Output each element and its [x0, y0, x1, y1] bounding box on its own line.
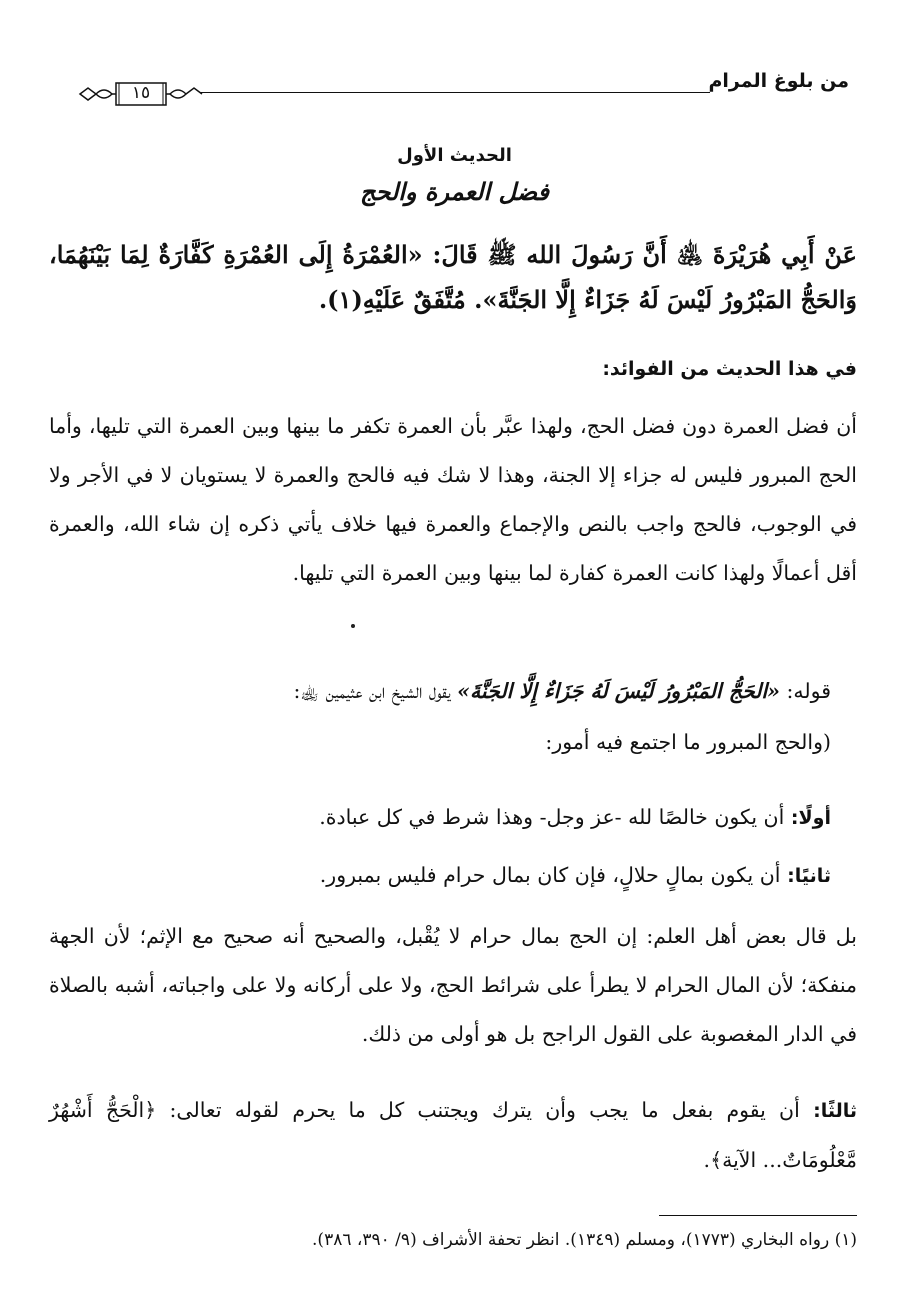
benefits-heading: في هذا الحديث من الفوائد:: [602, 358, 857, 380]
condition-second-text: أن يكون بمالٍ حلالٍ، فإن كان بمال حرام فليس بمبرور.: [319, 863, 781, 887]
print-speck: [351, 624, 355, 628]
condition-second: [49, 851, 831, 901]
quote-paragraph: [49, 667, 831, 716]
page-number: ١٥: [131, 83, 151, 103]
condition-first-label: أولًا:: [784, 807, 831, 829]
condition-third-text: أن يقوم بفعل ما يجب وأن يترك ويجتنب كل ما يحرم لقوله تعالى: ﴿الْحَجُّ أَشْهُرٌ مَّعْلُومَاتٌ... الآية﴾.: [49, 1098, 857, 1172]
benefits-paragraph-1: أن فضل العمرة دون فضل الحج، ولهذا عبَّر بأن العمرة تكفر ما بينها وبين العمرة التي تليها، وأما الحج المبرور فليس له جزاء إلا الجنة، وهذا لا شك فيه فالحج والعمرة لا يستويان لا في الأجر ولا في الوجوب، فالحج واجب بالنص والإجماع والعمرة فيها خلاف يأتي ذكره إن شاء الله، والعمرة أقل أعمالًا ولهذا كانت العمرة كفارة لما بينها وبين العمرة التي تليها.: [49, 414, 857, 585]
section-label: الحديث الأول: [397, 145, 512, 166]
section-title: فضل العمرة والحج: [360, 178, 549, 206]
quote-text: «الحَجُّ المَبْرُورُ لَيْسَ لَهُ جَزَاءٌ إِلَّا الجَنَّةَ»: [457, 679, 780, 703]
footnote-rule: [659, 1215, 857, 1216]
condition-first: [49, 793, 831, 843]
condition-first-text: أن يكون خالصًا لله -عز وجل- وهذا شرط في كل عبادة.: [319, 805, 785, 829]
quote-intro: قوله:: [779, 679, 831, 703]
conditions-intro: (والحج المبرور ما اجتمع فيه أمور:: [545, 730, 831, 754]
benefits-paragraph-2: بل قال بعض أهل العلم: إن الحج بمال حرام لا يُقْبل، والصحيح أنه صحيح مع الإثم؛ لأن الجهة منفكة؛ لأن المال الحرام لا يطرأ على شرائط الحج، ولا على أركانه ولا على واجباته، أشبه بالصلاة في الدار المغصوبة على القول الراجح بل هو أولى من ذلك.: [49, 924, 857, 1046]
footnote: (١) رواه البخاري (١٧٧٣)، ومسلم (١٣٤٩). انظر تحفة الأشراف (٩/ ٣٩٠، ٣٨٦).: [312, 1230, 857, 1250]
condition-second-label: ثانيًا:: [780, 865, 831, 887]
hadith-text: عَنْ أَبِي هُرَيْرَةَ ﵁ أَنَّ رَسُولَ الله ﷺ قَالَ: «العُمْرَةُ إِلَى العُمْرَةِ كَفَّارَةٌ لِمَا بَيْنَهُمَا، وَالحَجُّ المَبْرُورُ لَيْسَ لَهُ جَزَاءٌ إِلَّا الجَنَّةَ». مُتَّفَقٌ عَلَيْهِ(١).: [49, 240, 857, 314]
header-rule: [200, 92, 710, 93]
running-title: من بلوغ المرام: [708, 70, 849, 92]
condition-third-label: ثالثًا:: [799, 1100, 857, 1122]
condition-third: [49, 1086, 857, 1185]
quote-after: يقول الشيخ ابن عثيمين ﵀:: [293, 679, 458, 703]
